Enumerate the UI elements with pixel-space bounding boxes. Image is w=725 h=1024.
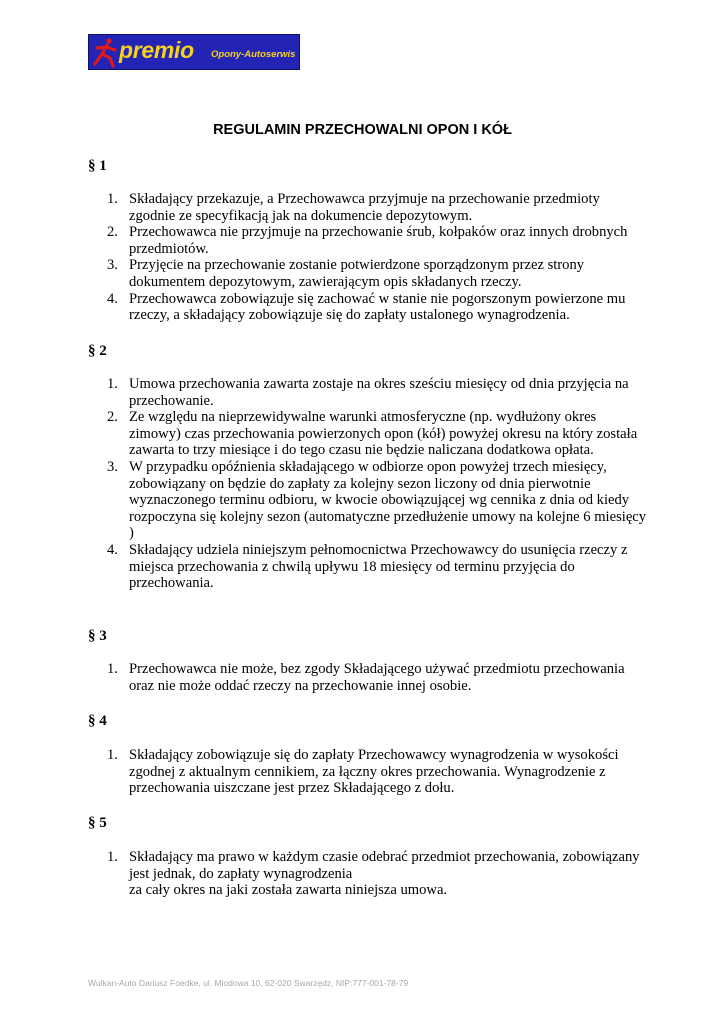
section-heading-2: § 2 bbox=[88, 343, 107, 359]
company-logo bbox=[88, 34, 300, 70]
list-item-text: Ze względu na nieprzewidywalne warunki atmosferyczne (np. wydłużony okres zimowy) czas przechowania powierzonych opon (kół) powyżej okresu na który została zawarta to trzy miesiące i do tego czasu nie będzie naliczana dodatkowa opłata. bbox=[129, 409, 638, 459]
logo-tagline: Opony-Autoserwis bbox=[211, 49, 296, 60]
section-heading-5: § 5 bbox=[88, 815, 107, 831]
list-item: 4. Składający udziela niniejszym pełnomocnictwa Przechowawcy do usunięcia rzeczy z miejsca przechowania z chwilą upływu 18 miesięcy od terminu przyjęcia do przechowania. bbox=[107, 541, 628, 592]
list-item: 1. Przechowawca nie może, bez zgody Składającego używać przedmiotu przechowania oraz nie może oddać rzeczy na przechowanie innej osobie. bbox=[107, 661, 625, 694]
list-item-text: Składający przekazuje, a Przechowawca przyjmuje na przechowanie przedmioty zgodnie ze specyfikacją jak na dokumencie depozytowym. bbox=[129, 191, 600, 224]
list-item-text: Przechowawca nie może, bez zgody Składającego używać przedmiotu przechowania oraz nie może oddać rzeczy na przechowanie innej osobie. bbox=[129, 661, 625, 694]
list-item: 4. Przechowawca zobowiązuje się zachować w stanie nie pogorszonym powierzone mu rzeczy, a składający zobowiązuje się do zapłaty ustalonego wynagrodzenia. bbox=[107, 290, 626, 324]
list-item: 1. Składający zobowiązuje się do zapłaty Przechowawcy wynagrodzenia w wysokości zgodnej z aktualnym cennikiem, za łączny okres przechowania. Wynagrodzenie z przechowania uiszczane jest przez Składającego z dołu. bbox=[107, 747, 619, 797]
list-item-text: Przechowawca nie przyjmuje na przechowanie śrub, kołpaków oraz innych drobnych przedmiotów. bbox=[129, 224, 628, 257]
list-item: 3. W przypadku opóźnienia składającego w odbiorze opon powyżej trzech miesięcy, zobowiązany on będzie do zapłaty za kolejny sezon liczony od dnia pierwotnie wyznaczonego terminu odbioru, w kwocie obowiązującej wg cennika z dnia od kiedy rozpoczyna się kolejny sezon (automatyczne przedłużenie umowy na kolejne 6 miesięcy ) bbox=[107, 458, 647, 542]
list-item-text: W przypadku opóźnienia składającego w odbiorze opon powyżej trzech miesięcy, zobowiązany on będzie do zapłaty za kolejny sezon liczony od dnia pierwotnie wyznaczonego terminu odbioru, w kwocie obowiązującej wg cennika z dnia od kiedy rozpoczyna się kolejny sezon (automatyczne przedłużenie umowy na kolejne 6 miesięcy ) bbox=[129, 458, 647, 542]
section-3-list bbox=[89, 661, 649, 694]
document-title: REGULAMIN PRZECHOWALNI OPON I KÓŁ bbox=[213, 122, 512, 138]
section-heading-3: § 3 bbox=[88, 628, 107, 644]
list-item: 1. Składający przekazuje, a Przechowawca przyjmuje na przechowanie przedmioty zgodnie ze specyfikacją jak na dokumencie depozytowym. bbox=[107, 191, 600, 224]
list-item: 3. Przyjęcie na przechowanie zostanie potwierdzone sporządzonym przez strony dokumentem depozytowym, zawierającym opis składanych rzeczy. bbox=[107, 257, 585, 290]
list-item-text: Składający udziela niniejszym pełnomocnictwa Przechowawcy do usunięcia rzeczy z miejsca przechowania z chwilą upływu 18 miesięcy od terminu przyjęcia do przechowania. bbox=[129, 541, 628, 592]
section-heading-1: § 1 bbox=[88, 158, 107, 174]
list-item-text: Składający zobowiązuje się do zapłaty Przechowawcy wynagrodzenia w wysokości zgodnej z aktualnym cennikiem, za łączny okres przechowania. Wynagrodzenie z przechowania uiszczane jest przez Składającego z dołu. bbox=[129, 747, 619, 797]
section-1-list bbox=[89, 191, 649, 324]
logo-brand-text: premio bbox=[119, 37, 194, 63]
premio-runner-logo-icon bbox=[91, 36, 119, 68]
list-item-text: Przyjęcie na przechowanie zostanie potwierdzone sporządzonym przez strony dokumentem depozytowym, zawierającym opis składanych rzeczy. bbox=[129, 257, 585, 290]
section-4-list bbox=[89, 747, 649, 797]
list-item: 1. Umowa przechowania zawarta zostaje na okres sześciu miesięcy od dnia przyjęcia na przechowanie. bbox=[107, 376, 629, 409]
section-5-list bbox=[89, 849, 649, 899]
list-item: 2. Przechowawca nie przyjmuje na przechowanie śrub, kołpaków oraz innych drobnych przedmiotów. bbox=[107, 224, 628, 257]
list-item-text: Składający ma prawo w każdym czasie odebrać przedmiot przechowania, zobowiązany jest jednak, do zapłaty wynagrodzenia za cały okres na jaki została zawarta niniejsza umowa. bbox=[129, 849, 640, 899]
section-heading-4: § 4 bbox=[88, 713, 107, 729]
list-item-text: Przechowawca zobowiązuje się zachować w stanie nie pogorszonym powierzone mu rzeczy, a składający zobowiązuje się do zapłaty ustalonego wynagrodzenia. bbox=[129, 290, 626, 324]
list-item: 2. Ze względu na nieprzewidywalne warunki atmosferyczne (np. wydłużony okres zimowy) czas przechowania powierzonych opon (kół) powyżej okresu na który została zawarta to trzy miesiące i do tego czasu nie będzie naliczana dodatkowa opłata. bbox=[107, 409, 638, 459]
list-item-text: Umowa przechowania zawarta zostaje na okres sześciu miesięcy od dnia przyjęcia na przechowanie. bbox=[129, 376, 629, 409]
section-2-list bbox=[89, 376, 649, 592]
page-footer: Wulkan-Auto Dariusz Foedke, ul. Miodowa 10, 62-020 Swarzędz, NIP:777-001-78-79 bbox=[88, 978, 409, 988]
list-item: 1. Składający ma prawo w każdym czasie odebrać przedmiot przechowania, zobowiązany jest jednak, do zapłaty wynagrodzenia za cały okres na jaki została zawarta niniejsza umowa. bbox=[107, 849, 640, 899]
